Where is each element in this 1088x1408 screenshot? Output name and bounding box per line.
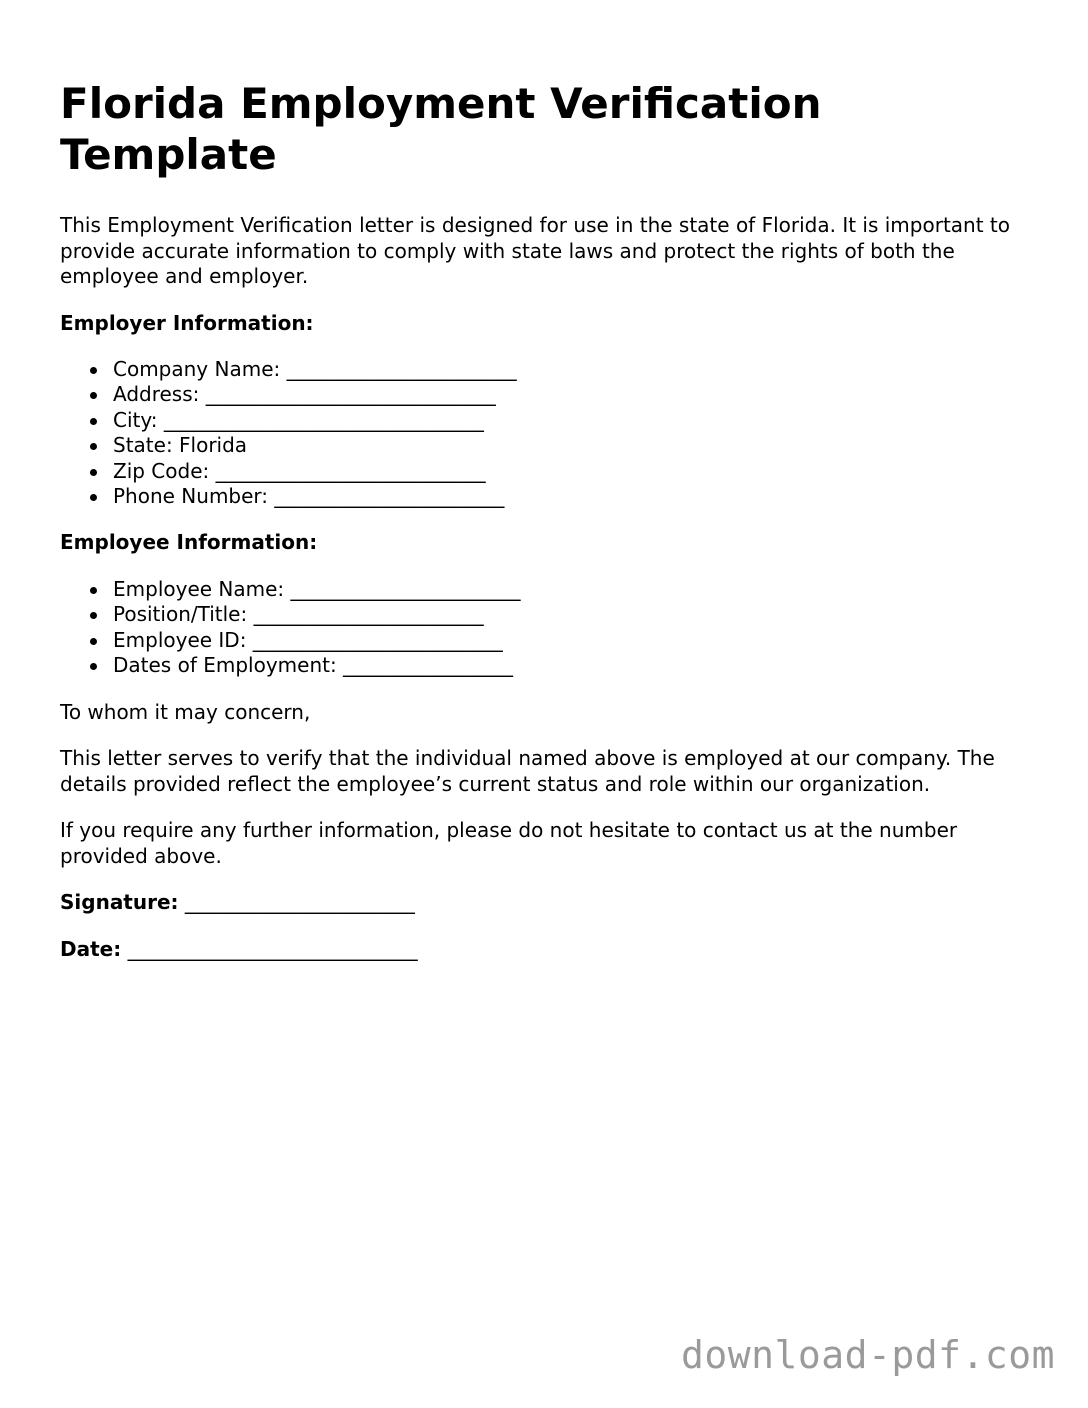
signature-line (60, 890, 1040, 916)
employer-state-field: State: Florida (113, 433, 1040, 458)
employer-company-name-field: Company Name: _______________________ (113, 357, 1040, 382)
document-page (60, 78, 1040, 983)
employee-info-list (60, 577, 1040, 679)
employee-position-field: Position/Title: _______________________ (113, 602, 1040, 627)
document-title: Florida Employment Verification Template (60, 79, 822, 179)
employee-dates-field: Dates of Employment: _________________ (113, 653, 1040, 678)
date-blank: _____________________________ (127, 936, 418, 961)
employer-section-heading: Employer Information: (60, 310, 314, 335)
body-paragraph-verification: This letter serves to verify that the individual named above is employed at our company. The details provided reflect the employee’s current status and role within our organization. (60, 746, 995, 796)
date-label: Date: (60, 936, 122, 961)
employer-address-field: Address: _____________________________ (113, 382, 1040, 407)
employee-section-heading: Employee Information: (60, 530, 318, 555)
employer-city-field: City: ________________________________ (113, 408, 1040, 433)
intro-paragraph: This Employment Verification letter is designed for use in the state of Florida. It is important to provide accurate information to comply with state laws and protect the rights of both the employee and employer. (60, 213, 1010, 288)
date-line (60, 937, 1040, 963)
body-paragraph-contact: If you require any further information, please do not hesitate to contact us at the number provided above. (60, 818, 958, 868)
watermark-text: download-pdf.com (680, 1333, 1055, 1377)
signature-blank: _______________________ (184, 890, 415, 915)
employee-name-field: Employee Name: _______________________ (113, 577, 1040, 602)
employer-info-list (60, 357, 1040, 509)
employer-zip-code-field: Zip Code: ___________________________ (113, 459, 1040, 484)
signature-label: Signature: (60, 890, 179, 915)
employee-id-field: Employee ID: _________________________ (113, 628, 1040, 653)
employer-phone-number-field: Phone Number: _______________________ (113, 484, 1040, 509)
salutation: To whom it may concern, (60, 699, 311, 724)
